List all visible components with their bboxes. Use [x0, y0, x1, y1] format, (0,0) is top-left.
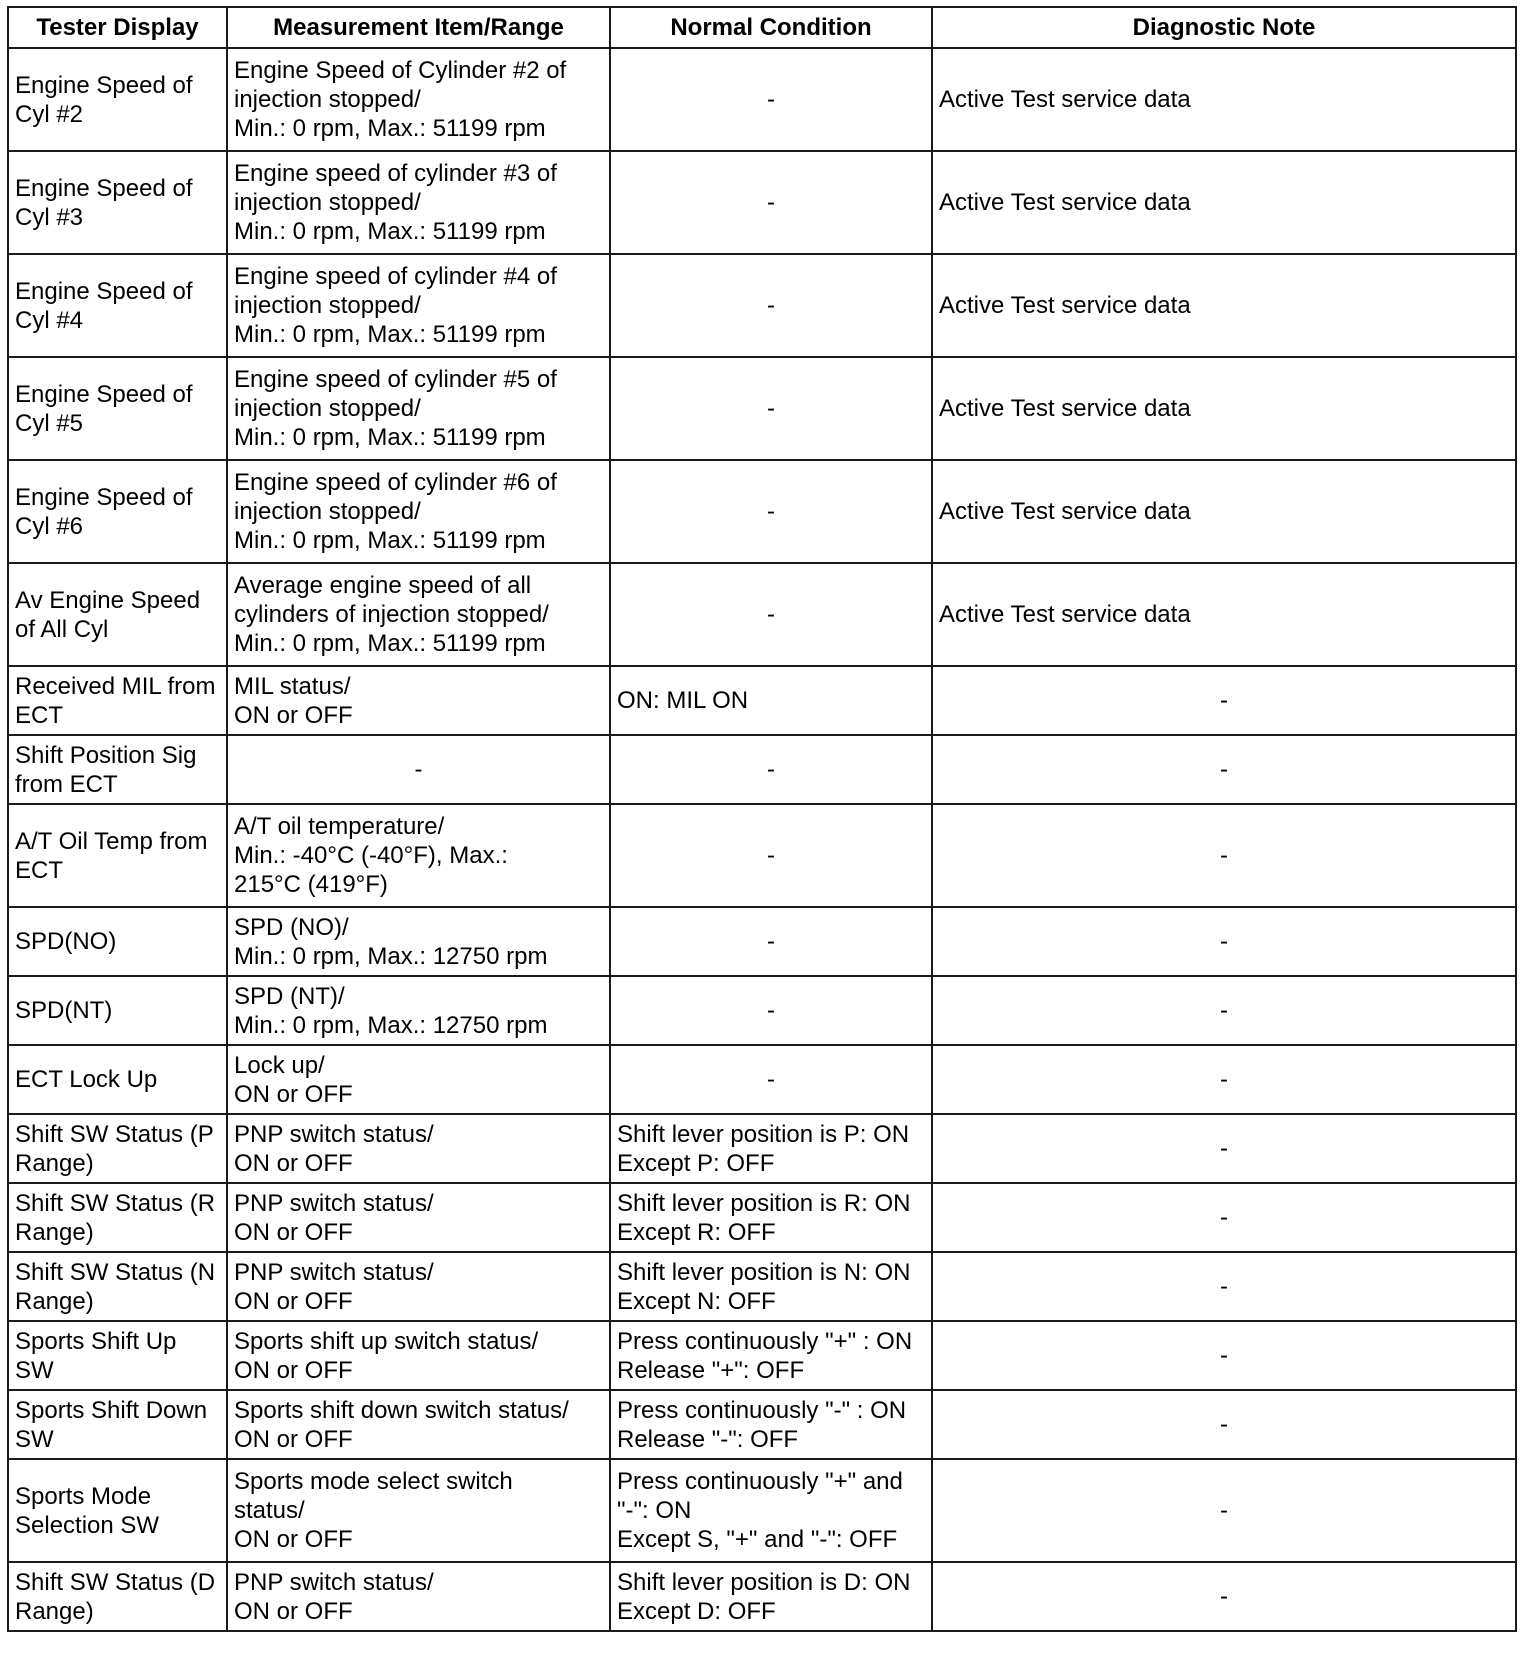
tester-display-cell: A/T Oil Temp from ECT	[8, 804, 227, 907]
diagnostic-note-cell: -	[932, 1459, 1516, 1562]
diagnostic-note-cell: -	[932, 666, 1516, 735]
diagnostic-note-cell: -	[932, 907, 1516, 976]
tester-display-cell: Engine Speed of Cyl #6	[8, 460, 227, 563]
normal-condition-cell: -	[610, 735, 932, 804]
normal-condition-cell: -	[610, 460, 932, 563]
measurement-cell: Average engine speed of all cylinders of injection stopped/ Min.: 0 rpm, Max.: 51199 rpm	[227, 563, 610, 666]
header-measurement-item: Measurement Item/Range	[227, 7, 610, 48]
table-row	[8, 357, 1516, 460]
normal-condition-cell: -	[610, 48, 932, 151]
table-row	[8, 1114, 1516, 1183]
tester-display-cell: Shift Position Sig from ECT	[8, 735, 227, 804]
measurement-cell: PNP switch status/ ON or OFF	[227, 1183, 610, 1252]
table-row	[8, 1183, 1516, 1252]
measurement-cell: Engine speed of cylinder #3 of injection stopped/ Min.: 0 rpm, Max.: 51199 rpm	[227, 151, 610, 254]
table-row	[8, 460, 1516, 563]
diagnostic-note-cell: Active Test service data	[932, 357, 1516, 460]
diagnostic-note-cell: Active Test service data	[932, 254, 1516, 357]
diagnostic-note-cell: -	[932, 1045, 1516, 1114]
measurement-cell: Engine speed of cylinder #4 of injection stopped/ Min.: 0 rpm, Max.: 51199 rpm	[227, 254, 610, 357]
measurement-cell: Engine Speed of Cylinder #2 of injection stopped/ Min.: 0 rpm, Max.: 51199 rpm	[227, 48, 610, 151]
measurement-cell: SPD (NT)/ Min.: 0 rpm, Max.: 12750 rpm	[227, 976, 610, 1045]
tester-display-cell: Shift SW Status (D Range)	[8, 1562, 227, 1631]
measurement-cell: PNP switch status/ ON or OFF	[227, 1562, 610, 1631]
measurement-cell: Sports shift up switch status/ ON or OFF	[227, 1321, 610, 1390]
diagnostic-note-cell: Active Test service data	[932, 460, 1516, 563]
table-row	[8, 907, 1516, 976]
table-row	[8, 1459, 1516, 1562]
normal-condition-cell: Press continuously "-" : ON Release "-": OFF	[610, 1390, 932, 1459]
tester-display-cell: ECT Lock Up	[8, 1045, 227, 1114]
measurement-cell: PNP switch status/ ON or OFF	[227, 1114, 610, 1183]
normal-condition-cell: -	[610, 254, 932, 357]
table-row	[8, 1252, 1516, 1321]
table-row	[8, 563, 1516, 666]
header-row	[8, 7, 1516, 48]
tester-display-cell: Received MIL from ECT	[8, 666, 227, 735]
normal-condition-cell: Shift lever position is P: ON Except P: OFF	[610, 1114, 932, 1183]
tester-display-cell: Engine Speed of Cyl #5	[8, 357, 227, 460]
normal-condition-cell: -	[610, 357, 932, 460]
tester-display-cell: SPD(NO)	[8, 907, 227, 976]
tester-display-cell: Shift SW Status (P Range)	[8, 1114, 227, 1183]
measurement-cell: Engine speed of cylinder #6 of injection stopped/ Min.: 0 rpm, Max.: 51199 rpm	[227, 460, 610, 563]
tester-display-cell: Engine Speed of Cyl #2	[8, 48, 227, 151]
diagnostic-note-cell: -	[932, 1183, 1516, 1252]
diagnostic-note-cell: -	[932, 1390, 1516, 1459]
measurement-cell: PNP switch status/ ON or OFF	[227, 1252, 610, 1321]
measurement-cell: A/T oil temperature/ Min.: -40°C (-40°F), Max.: 215°C (419°F)	[227, 804, 610, 907]
measurement-cell: Sports mode select switch status/ ON or OFF	[227, 1459, 610, 1562]
normal-condition-cell: -	[610, 563, 932, 666]
normal-condition-cell: -	[610, 976, 932, 1045]
tester-display-cell: Sports Shift Down SW	[8, 1390, 227, 1459]
measurement-cell: Engine speed of cylinder #5 of injection stopped/ Min.: 0 rpm, Max.: 51199 rpm	[227, 357, 610, 460]
diagnostic-note-cell: -	[932, 735, 1516, 804]
tester-display-cell: Av Engine Speed of All Cyl	[8, 563, 227, 666]
table-row	[8, 1321, 1516, 1390]
tester-display-cell: Engine Speed of Cyl #3	[8, 151, 227, 254]
header-normal-condition: Normal Condition	[610, 7, 932, 48]
normal-condition-cell: Shift lever position is R: ON Except R: OFF	[610, 1183, 932, 1252]
normal-condition-cell: -	[610, 804, 932, 907]
table-row	[8, 254, 1516, 357]
table-row	[8, 976, 1516, 1045]
diagnostic-note-cell: -	[932, 1321, 1516, 1390]
diagnostic-note-cell: -	[932, 976, 1516, 1045]
diagnostic-note-cell: -	[932, 1252, 1516, 1321]
tester-data-table	[7, 6, 1517, 1632]
diagnostic-note-cell: -	[932, 804, 1516, 907]
diagnostic-note-cell: -	[932, 1562, 1516, 1631]
normal-condition-cell: -	[610, 907, 932, 976]
table-row	[8, 666, 1516, 735]
table-row	[8, 48, 1516, 151]
diagnostic-note-cell: Active Test service data	[932, 563, 1516, 666]
table-row	[8, 1390, 1516, 1459]
header-diagnostic-note: Diagnostic Note	[932, 7, 1516, 48]
normal-condition-cell: Shift lever position is N: ON Except N: OFF	[610, 1252, 932, 1321]
measurement-cell: Sports shift down switch status/ ON or OFF	[227, 1390, 610, 1459]
diagnostic-note-cell: -	[932, 1114, 1516, 1183]
normal-condition-cell: Press continuously "+" : ON Release "+": OFF	[610, 1321, 932, 1390]
normal-condition-cell: -	[610, 151, 932, 254]
tester-display-cell: Shift SW Status (N Range)	[8, 1252, 227, 1321]
table-row	[8, 151, 1516, 254]
measurement-cell: -	[227, 735, 610, 804]
normal-condition-cell: Shift lever position is D: ON Except D: OFF	[610, 1562, 932, 1631]
table-row	[8, 1562, 1516, 1631]
table-row	[8, 1045, 1516, 1114]
normal-condition-cell: Press continuously "+" and "-": ON Except S, "+" and "-": OFF	[610, 1459, 932, 1562]
measurement-cell: MIL status/ ON or OFF	[227, 666, 610, 735]
measurement-cell: Lock up/ ON or OFF	[227, 1045, 610, 1114]
diagnostic-note-cell: Active Test service data	[932, 48, 1516, 151]
tester-display-cell: Sports Shift Up SW	[8, 1321, 227, 1390]
tester-display-cell: Engine Speed of Cyl #4	[8, 254, 227, 357]
normal-condition-cell: ON: MIL ON	[610, 666, 932, 735]
diagnostic-note-cell: Active Test service data	[932, 151, 1516, 254]
normal-condition-cell: -	[610, 1045, 932, 1114]
tester-display-cell: SPD(NT)	[8, 976, 227, 1045]
measurement-cell: SPD (NO)/ Min.: 0 rpm, Max.: 12750 rpm	[227, 907, 610, 976]
tester-display-cell: Sports Mode Selection SW	[8, 1459, 227, 1562]
tester-display-cell: Shift SW Status (R Range)	[8, 1183, 227, 1252]
table-row	[8, 735, 1516, 804]
table-row	[8, 804, 1516, 907]
header-tester-display: Tester Display	[8, 7, 227, 48]
